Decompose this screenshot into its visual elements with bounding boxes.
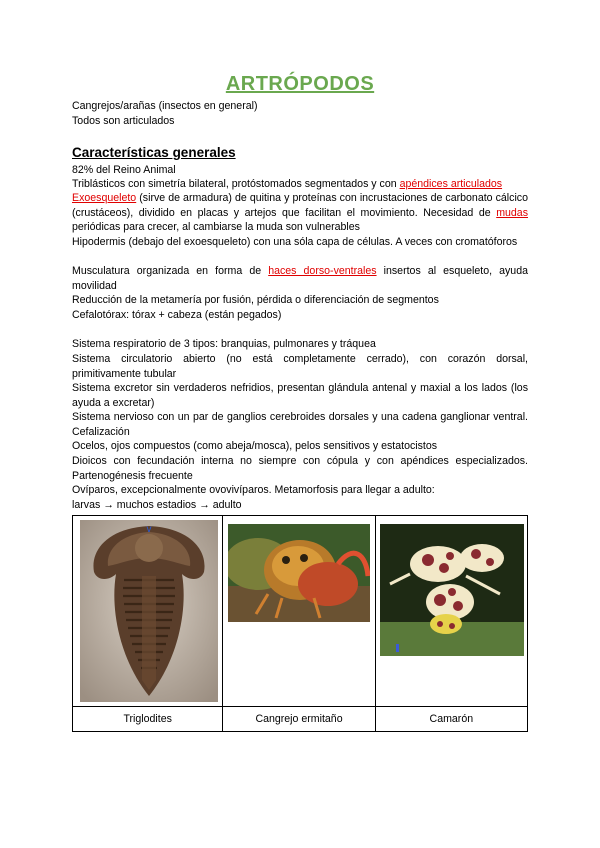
svg-text:v: v (146, 524, 152, 535)
text-span: Triblásticos con simetría bilateral, protóstomados segmentados y con (72, 178, 400, 190)
highlight-mudas: mudas (496, 206, 528, 219)
text-line: Sistema respiratorio de 3 tipos: branquias, pulmonares y tráquea (72, 338, 376, 350)
image-cell-shrimp (375, 516, 527, 707)
highlight-exoesqueleto: Exoesqueleto (72, 192, 137, 204)
text-paragraph: Hipodermis (debajo del exoesqueleto) con una sóla capa de células. A veces con cromatóforos (72, 236, 518, 248)
section-heading: Características generales (72, 145, 236, 160)
text-span: insertos al esqueleto, ayuda movilidad (72, 265, 528, 292)
text-line: 82% del Reino Animal (72, 164, 176, 176)
highlight-haces: haces dorso-ventrales (268, 265, 377, 277)
intro-line-1: Cangrejos/arañas (insectos en general) (72, 100, 258, 112)
trilobite-image (80, 520, 218, 702)
text-paragraph (72, 191, 528, 235)
highlight-apendices: apéndices articulados (399, 178, 503, 190)
text-line: Cefalotórax: tórax + cabeza (están pegados) (72, 309, 282, 321)
text-line: Ocelos, ojos compuestos (como abeja/mosca), pelos sensitivos y estatocistos (72, 440, 438, 452)
text-line: Reducción de la metamería por fusión, pérdida o diferenciación de segmentos (72, 294, 439, 306)
page-title: ARTRÓPODOS (225, 73, 375, 95)
image-table (72, 515, 528, 732)
text-line: larvas → muchos estadios → adulto (72, 499, 242, 511)
intro-line-2: Todos son articulados (72, 115, 175, 127)
text-span: Musculatura organizada en forma de (72, 265, 269, 277)
caption-shrimp: Camarón (375, 707, 527, 732)
shrimp-image (380, 524, 524, 656)
caption-trilobite: Triglodites (73, 707, 223, 732)
image-cell-trilobite (73, 516, 223, 707)
text-paragraph (72, 264, 528, 293)
text-paragraph: Sistema excretor sin verdaderos nefridios, presentan glándula antenal y maxial a los lados (los ayuda a excretar) (72, 382, 528, 409)
text-paragraph: Sistema circulatorio abierto (no está completamente cerrado), con corazón dorsal, primitivamente tubular (72, 353, 528, 380)
image-cell-hermit-crab (223, 516, 375, 707)
text-paragraph (72, 177, 528, 192)
text-paragraph: Dioicos con fecundación interna no siempre con cópula y con apéndices especializados. Partenogénesis frecuente (72, 455, 528, 482)
text-span: periódicas para crecer, al cambiarse la muda son vulnerables (72, 221, 360, 234)
caption-hermit-crab: Cangrejo ermitaño (223, 707, 375, 732)
text-line: Ovíparos, excepcionalmente ovovivíparos. Metamorfosis para llegar a adulto: (72, 484, 435, 496)
text-span: (sirve de armadura) de quitina y proteínas con incrustaciones de carbonato cálcico (crustáceos), dividido en placas y artejos que facilitan el movimiento. Necesidad de (72, 192, 528, 219)
text-paragraph: Sistema nervioso con un par de ganglios cerebroides dorsales y una cadena ganglionar ventral. Cefalización (72, 411, 528, 438)
hermit-crab-image (228, 524, 370, 622)
